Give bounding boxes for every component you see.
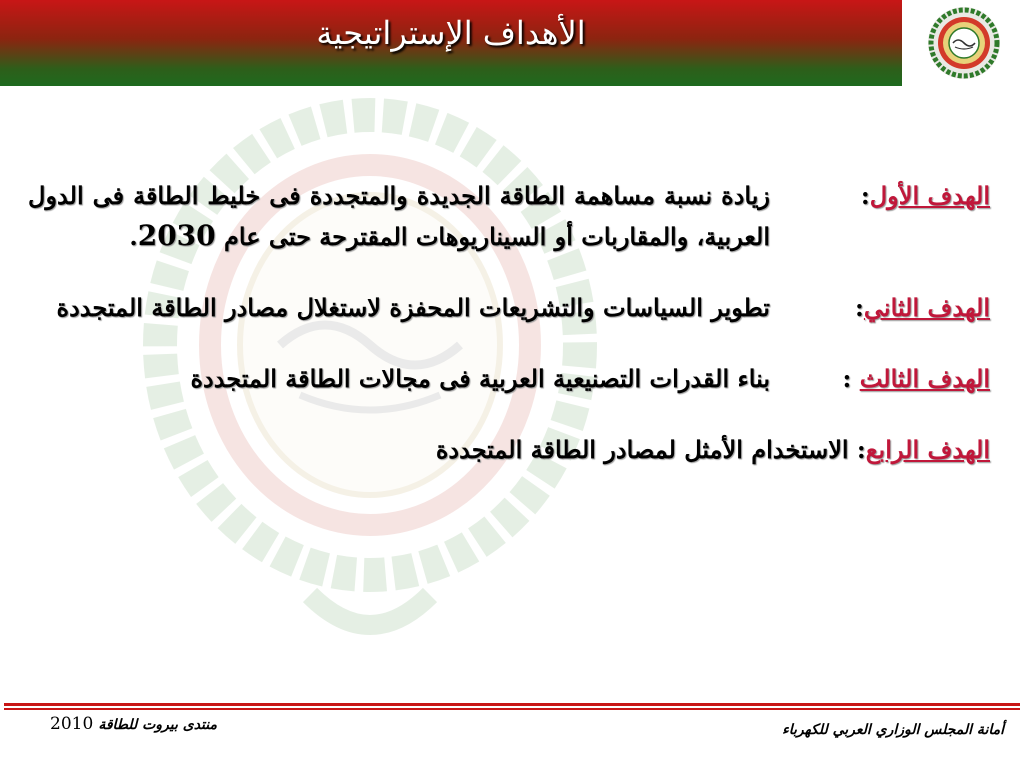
footer-secretariat: أمانة المجلس الوزاري العربي للكهرباء [782,722,1004,738]
goal-item-4 [28,430,990,470]
logo-box [902,0,1024,86]
goal-label-3 [770,359,990,399]
goal-item-2 [28,288,990,328]
goal-text-2: تطوير السياسات والتشريعات المحفزة لاستغلال مصادر الطاقة المتجددة [56,293,770,322]
footer-forum [50,714,217,734]
goal-colon-2: : [855,293,864,322]
footer-forum-name: منتدى بيروت للطاقة [98,717,217,733]
footer-divider-thin [4,708,1020,710]
footer-divider [4,703,1020,706]
goal-colon-4: : [856,435,866,464]
goals-list [28,176,990,501]
goal-year: 2030 [137,219,216,252]
goal-period: . [129,222,138,251]
slide-title: الأهداف الإستراتيجية [316,14,586,52]
goal-text-3: بناء القدرات التصنيعية العربية فى مجالات الطاقة المتجددة [190,364,770,393]
goal-text-1 [28,176,770,257]
goal-label-2 [770,288,990,328]
footer-year: 2010 [50,714,94,734]
goal-colon-1: : [860,181,870,210]
goal-label-text-2: الهدف الثاني [863,293,990,322]
goal-item-3 [28,359,990,399]
goal-label-text-1: الهدف الأول [869,181,990,210]
goal-colon-3: : [842,364,860,393]
goal-label-text-3: الهدف الثالث [859,364,990,393]
goal-label-1 [770,176,990,257]
goal-label-text-4: الهدف الرابع [865,435,990,464]
goal-label-4 [849,430,990,470]
goal-text-body-1: زيادة نسبة مساهمة الطاقة الجديدة والمتجددة فى خليط الطاقة فى الدول العربية، والمقاربات أو السيناريوهات المقترحة حتى عام [28,181,770,251]
goal-item-1 [28,176,990,257]
goal-text-4: الاستخدام الأمثل لمصادر الطاقة المتجددة [435,435,849,464]
title-bar [0,0,902,86]
arab-league-emblem-icon [926,5,1002,81]
